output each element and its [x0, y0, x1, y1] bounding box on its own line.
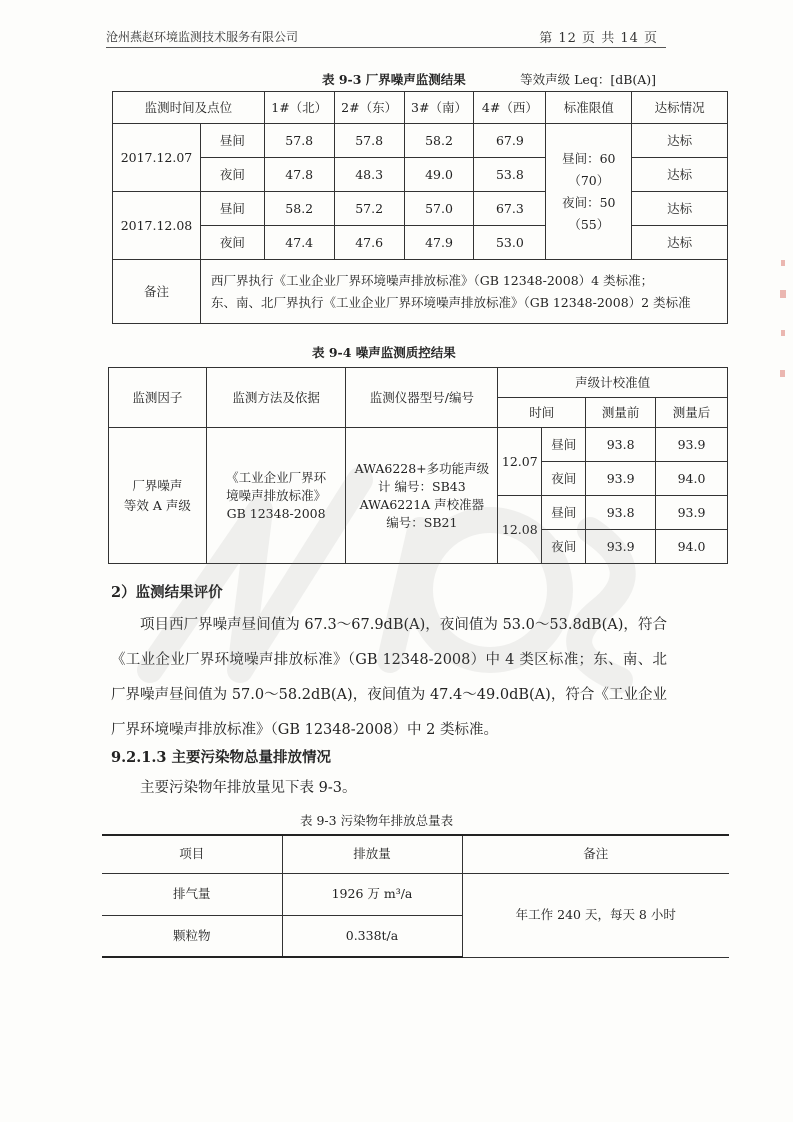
header-point-2: 2#（东）	[334, 92, 404, 124]
header-calibration: 声级计校准值	[498, 368, 728, 398]
amount-cell: 1926 万 m³/a	[282, 873, 462, 915]
value-cell: 58.2	[264, 192, 334, 226]
factor-cell	[109, 428, 207, 564]
header-factor: 监测因子	[109, 368, 207, 428]
limit-line: （55）	[568, 216, 610, 232]
table-row	[113, 260, 728, 324]
status-cell: 达标	[632, 158, 728, 192]
value-cell: 49.0	[404, 158, 474, 192]
header-amount: 排放量	[282, 835, 462, 873]
value-cell: 93.8	[586, 428, 656, 462]
table-9-3-unit: 等效声级 Leq：[dB(A)]	[520, 72, 657, 87]
method-line: 《工业企业厂界环	[226, 469, 327, 485]
limit-line: 昼间：60	[562, 150, 616, 166]
value-cell: 94.0	[656, 462, 728, 496]
table-9-3-title: 表 9-3 厂界噪声监测结果	[322, 72, 466, 87]
value-cell: 93.9	[586, 462, 656, 496]
table-total-caption: 表 9-3 污染物年排放总量表	[300, 813, 454, 828]
value-cell: 48.3	[334, 158, 404, 192]
note-label: 备注	[113, 260, 201, 324]
value-cell: 57.8	[334, 124, 404, 158]
header-after: 测量后	[656, 398, 728, 428]
instrument-line: 计 编号：SB43	[378, 478, 466, 494]
status-cell: 达标	[632, 192, 728, 226]
date-cell: 12.07	[498, 428, 542, 496]
value-cell: 93.9	[656, 428, 728, 462]
note-cell: 年工作 240 天，每天 8 小时	[462, 873, 729, 957]
noise-results-table	[112, 91, 728, 324]
period-cell: 昼间	[200, 192, 264, 226]
page-header	[106, 26, 666, 48]
item-cell: 颗粒物	[102, 915, 282, 957]
limit-line: （70）	[568, 172, 610, 188]
value-cell: 47.9	[404, 226, 474, 260]
instrument-line: 编号：SB21	[386, 514, 458, 530]
qc-results-table	[108, 367, 728, 564]
value-cell: 47.8	[264, 158, 334, 192]
method-cell	[206, 428, 346, 564]
table-row	[113, 124, 728, 158]
header-before: 测量前	[586, 398, 656, 428]
header-limit: 标准限值	[546, 92, 632, 124]
period-cell: 夜间	[542, 530, 586, 564]
value-cell: 67.9	[474, 124, 546, 158]
table-row	[113, 226, 728, 260]
value-cell: 93.9	[586, 530, 656, 564]
factor-line: 等效 A 声级	[123, 497, 191, 513]
header-method: 监测方法及依据	[206, 368, 346, 428]
header-item: 项目	[102, 835, 282, 873]
method-line: 境噪声排放标准》	[226, 487, 327, 503]
status-cell: 达标	[632, 226, 728, 260]
item-cell: 排气量	[102, 873, 282, 915]
header-time-location: 监测时间及点位	[113, 92, 265, 124]
subsection-heading: 9.2.1.3 主要污染物总量排放情况	[111, 749, 332, 766]
status-cell: 达标	[632, 124, 728, 158]
evaluation-paragraph	[111, 608, 667, 748]
page-number: 第 12 页 共 14 页	[539, 31, 658, 46]
intro-text: 主要污染物年排放量见下表 9-3。	[140, 780, 357, 796]
table-row	[113, 158, 728, 192]
table-row	[102, 873, 729, 915]
limit-cell	[546, 124, 632, 260]
value-cell: 53.8	[474, 158, 546, 192]
period-cell: 昼间	[542, 428, 586, 462]
period-cell: 夜间	[200, 158, 264, 192]
header-point-1: 1#（北）	[264, 92, 334, 124]
value-cell: 58.2	[404, 124, 474, 158]
header-point-3: 3#（南）	[404, 92, 474, 124]
header-point-4: 4#（西）	[474, 92, 546, 124]
instrument-line: AWA6228+多功能声级	[354, 460, 490, 476]
table-row	[113, 192, 728, 226]
method-line: GB 12348-2008	[226, 505, 326, 521]
note-cell	[200, 260, 727, 324]
note-line: 东、南、北厂界执行《工业企业厂界环境噪声排放标准》（GB 12348-2008）2 类标准	[210, 294, 691, 310]
value-cell: 47.6	[334, 226, 404, 260]
date-cell: 2017.12.07	[113, 124, 201, 192]
value-cell: 94.0	[656, 530, 728, 564]
note-line: 西厂界执行《工业企业厂界环境噪声排放标准》（GB 12348-2008）4 类标准；	[210, 272, 654, 288]
period-cell: 夜间	[542, 462, 586, 496]
header-instrument: 监测仪器型号/编号	[346, 368, 498, 428]
table-9-3-caption	[322, 70, 656, 88]
table-row	[109, 428, 728, 462]
period-cell: 昼间	[200, 124, 264, 158]
limit-line: 夜间：50	[562, 194, 616, 210]
date-cell: 2017.12.08	[113, 192, 201, 260]
value-cell: 57.2	[334, 192, 404, 226]
value-cell: 47.4	[264, 226, 334, 260]
value-cell: 57.0	[404, 192, 474, 226]
value-cell: 67.3	[474, 192, 546, 226]
header-time: 时间	[498, 398, 586, 428]
emission-total-table	[102, 834, 729, 958]
value-cell: 93.8	[586, 496, 656, 530]
date-cell: 12.08	[498, 496, 542, 564]
value-cell: 53.0	[474, 226, 546, 260]
company-name: 沧州燕赵环境监测技术服务有限公司	[106, 30, 299, 44]
period-cell: 夜间	[200, 226, 264, 260]
value-cell: 93.9	[656, 496, 728, 530]
amount-cell: 0.338t/a	[282, 915, 462, 957]
instrument-line: AWA6221A 声校准器	[359, 496, 485, 512]
header-note: 备注	[462, 835, 729, 873]
scan-edge-mark	[779, 250, 789, 410]
table-9-4-caption: 表 9-4 噪声监测质控结果	[312, 345, 456, 360]
instrument-cell	[346, 428, 498, 564]
section-heading: 2）监测结果评价	[111, 584, 223, 601]
factor-line: 厂界噪声	[132, 477, 183, 493]
period-cell: 昼间	[542, 496, 586, 530]
paragraph-text: 项目西厂界噪声昼间值为 67.3～67.9dB(A)，夜间值为 53.0～53.8dB(A)，符合《工业企业厂界环境噪声排放标准》（GB 12348-2008）中 4 类区标准；东、南、北厂界噪声昼间值为 57.0～58.2dB(A)，夜间值为 47.4～49.0dB(A)，符合《工业企业厂界环境噪声排放标准》（GB 12348-2008）中 2 类标准。	[111, 617, 667, 738]
value-cell: 57.8	[264, 124, 334, 158]
header-status: 达标情况	[632, 92, 728, 124]
